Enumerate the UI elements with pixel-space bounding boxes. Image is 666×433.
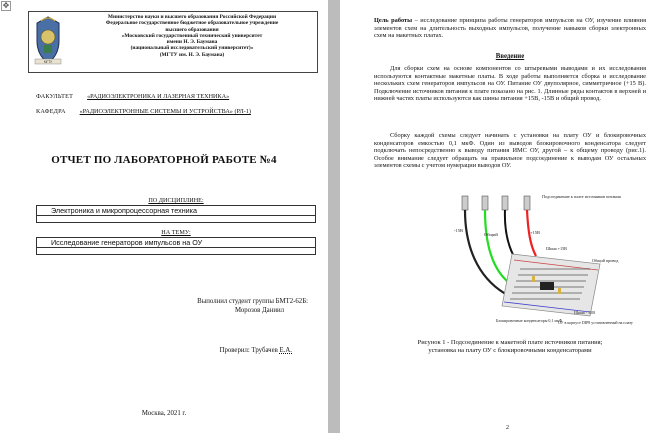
power-plug-icon — [462, 196, 530, 210]
ministry-header — [69, 14, 315, 58]
checked-by-label: Проверил: Трубачев — [219, 347, 278, 354]
figure-label-top: Подсоединение к плате источников питания — [542, 194, 621, 199]
caption-line: Рисунок 1 - Подсоединение к макетной плате источников питания; — [417, 339, 603, 346]
header-line: «Московский государственный технический университет — [121, 32, 263, 39]
breadboard — [502, 254, 600, 316]
header-line: Министерство науки и высшего образования Российской Федерации — [107, 14, 277, 20]
checker-initials: Е.А. — [279, 347, 292, 354]
intro-heading: Введение — [495, 53, 525, 60]
performed-by-label: Выполнил студент группы БМТ2-62Б: — [197, 298, 308, 305]
figure-label-m15: -15В — [454, 228, 463, 233]
figure-label-opamp: ОУ в корпусе DIP8 установленный на плату — [558, 320, 633, 325]
breadboard-figure — [440, 190, 633, 340]
figure-label-common: Общий — [484, 232, 498, 237]
figure-label-bus-p15: Шина +15В — [546, 246, 567, 251]
city-year: Москва, 2021 г. — [141, 410, 187, 417]
faculty-label: ФАКУЛЬТЕТ — [36, 93, 74, 100]
report-title: ОТЧЕТ ПО ЛАБОРАТОРНОЙ РАБОТЕ №4 — [51, 154, 277, 166]
intro-paragraph-2: Сборку каждой схемы следует начинать с установки на плату ОУ и блокировочных конденсаторов емкостью 0,1 мкФ. Один из выводов блокировочного конденсатора следует подключать непосредственно к выводу питания ИМС ОУ, другой – к общему проводу (рис.1). Особое внимание следует обращать на правильное подсоединение к выводам ОУ остальных элементов схемы с учетом нумерации выводов ОУ. — [374, 132, 646, 169]
department-value: «РАДИОЭЛЕКТРОННЫЕ СИСТЕМЫ И УСТРОЙСТВА» (РЛ-1) — [79, 108, 251, 115]
faculty-value: «РАДИОЭЛЕКТРОНИКА И ЛАЗЕРНАЯ ТЕХНИКА» — [87, 93, 230, 100]
header-line: (национальный исследовательский университет)» — [130, 45, 254, 52]
page-number: 2 — [506, 425, 509, 431]
figure-label-p15: +15В — [530, 230, 541, 235]
header-line: имени Н. Э. Баумана — [166, 39, 218, 46]
capacitor-icon — [532, 276, 535, 282]
discipline-label: ПО ДИСЦИПЛИНЕ: — [148, 197, 204, 204]
topic-label: НА ТЕМУ: — [161, 229, 191, 236]
university-emblem-icon — [31, 15, 65, 69]
discipline-field[interactable]: Электроника и микропроцессорная техника — [36, 205, 316, 215]
discipline-field-extra-row[interactable] — [36, 215, 316, 223]
faculty-line — [36, 93, 229, 100]
figure-caption — [374, 339, 646, 354]
department-line — [36, 108, 251, 115]
topic-field-extra-row[interactable] — [36, 247, 316, 255]
title-page — [0, 0, 328, 433]
figure-label-common-wire: Общий провод — [592, 258, 619, 263]
header-line: высшего образования — [165, 26, 219, 33]
checked-by-line — [220, 347, 292, 354]
figure-label-bus-m15: Шина - 15В — [574, 310, 596, 315]
goal-text: – исследование принципа работы генераторов импульсов на ОУ, изучение влияния элементов схем на длительность выходных импульсов, получение навыков сборки электронных схем на макетных платах. — [374, 17, 646, 39]
figure-label-caps: Блокировочные конденсаторы 0,1 мкФ — [496, 318, 563, 323]
caption-line: установка на плату ОУ с блокировочными конденсаторами — [428, 346, 592, 354]
intro-paragraph-1: Для сборки схем на основе компонентов со штыревыми выводами и их исследования используются контактные макетные платы. В ходе работы выполняется сборка и исследование нескольких схем генераторов импульсов на ОУ. Питание ОУ двуполярное, симметричное (+15 В). Подключение источников питания к плате показано на рис. 1. Длинные ряды контактов в верхней и нижней частях платы используются как шины питания +15В, -15В и общий провод. — [374, 65, 646, 102]
header-line: (МГТУ им. Н. Э. Баумана) — [159, 51, 225, 58]
svg-text:МГТУ: МГТУ — [43, 60, 53, 64]
page-gutter — [328, 0, 340, 433]
opamp-chip-icon — [540, 282, 554, 290]
capacitor-icon — [558, 288, 561, 294]
department-label: КАФЕДРА — [36, 108, 66, 115]
goal-paragraph — [374, 17, 646, 40]
header-line: Федеральное государственное бюджетное образовательное учреждение — [105, 20, 279, 27]
topic-field[interactable]: Исследование генераторов импульсов на ОУ — [36, 237, 316, 247]
table-move-handle-icon[interactable]: ✥ — [2, 1, 10, 10]
student-name: Морозов Даниил — [235, 307, 284, 314]
content-page — [340, 0, 666, 433]
goal-label: Цель работы — [374, 17, 413, 24]
header-table — [28, 11, 318, 73]
